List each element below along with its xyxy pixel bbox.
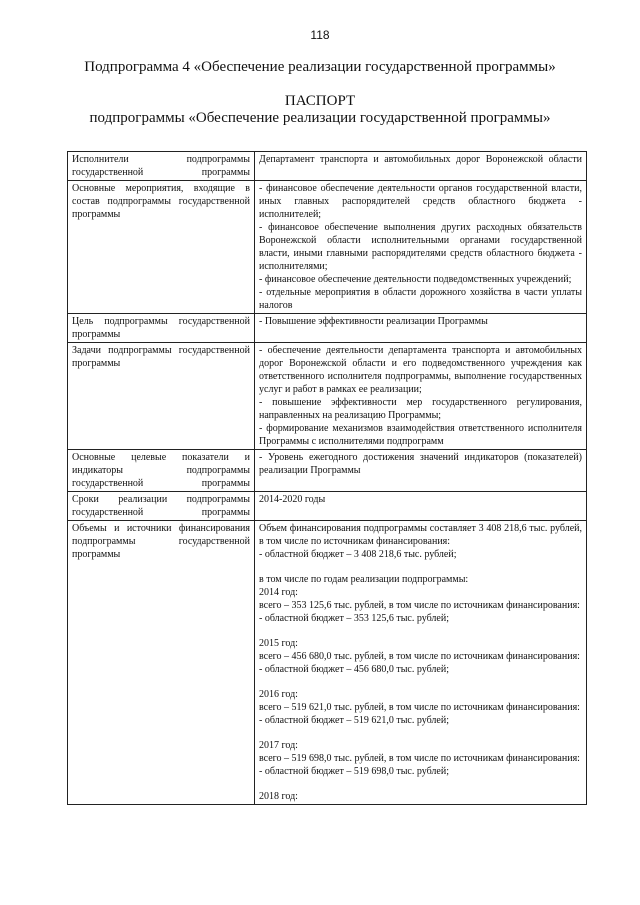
year-regional: - областной бюджет – 519 698,0 тыс. рублей; <box>259 766 449 777</box>
year-label: 2014 год: <box>259 587 298 598</box>
year-regional: - областной бюджет – 519 621,0 тыс. рублей; <box>259 715 449 726</box>
year-label: 2018 год: <box>259 791 298 802</box>
year-regional: - областной бюджет – 353 125,6 тыс. рублей; <box>259 613 449 624</box>
row-label: Основные мероприятия, входящие в состав подпрограммы государственной программы <box>68 181 255 314</box>
value-line: - финансовое обеспечение деятельности органов государственной власти, иных главных распорядителей средств областного бюджета - исполнителей; <box>259 183 582 220</box>
year-label: 2016 год: <box>259 689 298 700</box>
value-line: - финансовое обеспечение деятельности подведомственных учреждений; <box>259 274 572 285</box>
row-value <box>255 181 587 314</box>
value-line: - формирование механизмов взаимодействия ответственного исполнителя Программы с исполнителями подпрограмм <box>259 423 582 447</box>
row-label: Сроки реализации подпрограммы государственной программы <box>68 492 255 521</box>
value-line: - повышение эффективности мер государственного регулирования, направленных на реализацию Программы; <box>259 397 582 421</box>
passport-table <box>67 151 587 805</box>
row-label: Объемы и источники финансирования подпрограммы государственной программы <box>68 521 255 805</box>
table-row <box>68 492 587 521</box>
value-line: - обеспечение деятельности департамента транспорта и автомобильных дорог Воронежской области и его подведомственного учреждения как ответственного исполнителя подпрограммы, выполнение государственных услуг и работ в рамках ее реализации; <box>259 345 582 395</box>
year-label: 2015 год: <box>259 638 298 649</box>
row-value <box>255 343 587 450</box>
by-years-intro: в том числе по годам реализации подпрограммы: <box>259 574 469 585</box>
table-row <box>68 181 587 314</box>
funding-total-line: Объем финансирования подпрограммы составляет 3 408 218,6 тыс. рублей, в том числе по источникам финансирования: <box>259 523 582 547</box>
row-label: Цель подпрограммы государственной программы <box>68 314 255 343</box>
year-regional: - областной бюджет – 456 680,0 тыс. рублей; <box>259 664 449 675</box>
row-label: Исполнители подпрограммы государственной программы <box>68 152 255 181</box>
table-row <box>68 450 587 492</box>
passport-subtitle: подпрограммы «Обеспечение реализации государственной программы» <box>89 110 551 126</box>
page-number: 118 <box>310 28 330 42</box>
value-line: - отдельные мероприятия в области дорожного хозяйства в части уплаты налогов <box>259 287 582 311</box>
row-label: Задачи подпрограммы государственной программы <box>68 343 255 450</box>
row-value <box>255 314 587 343</box>
value-line: - финансовое обеспечение выполнения других расходных обязательств Воронежской области исполнительными органами государственной власти, иными главными распорядителями средств областного бюджета - исполнителями; <box>259 222 582 272</box>
value-line: - Повышение эффективности реализации Программы <box>259 316 488 327</box>
value-line: Департамент транспорта и автомобильных дорог Воронежской области <box>259 154 582 165</box>
row-value <box>255 521 587 805</box>
row-value <box>255 152 587 181</box>
table-row <box>68 152 587 181</box>
table-row <box>68 343 587 450</box>
row-value <box>255 492 587 521</box>
table-row <box>68 314 587 343</box>
row-value <box>255 450 587 492</box>
table-row <box>68 521 587 805</box>
passport-heading: ПАСПОРТ <box>284 93 356 109</box>
value-line: - Уровень ежегодного достижения значений индикаторов (показателей) реализации Программы <box>259 452 582 476</box>
year-total: всего – 456 680,0 тыс. рублей, в том числе по источникам финансирования: <box>259 651 580 662</box>
year-total: всего – 519 621,0 тыс. рублей, в том числе по источникам финансирования: <box>259 702 580 713</box>
subprogram-title: Подпрограмма 4 «Обеспечение реализации государственной программы» <box>84 59 556 75</box>
funding-regional-line: - областной бюджет – 3 408 218,6 тыс. рублей; <box>259 549 457 560</box>
row-label: Основные целевые показатели и индикаторы подпрограммы государственной программы <box>68 450 255 492</box>
year-label: 2017 год: <box>259 740 298 751</box>
year-total: всего – 353 125,6 тыс. рублей, в том числе по источникам финансирования: <box>259 600 580 611</box>
value-line: 2014-2020 годы <box>259 494 326 505</box>
year-total: всего – 519 698,0 тыс. рублей, в том числе по источникам финансирования: <box>259 753 580 764</box>
